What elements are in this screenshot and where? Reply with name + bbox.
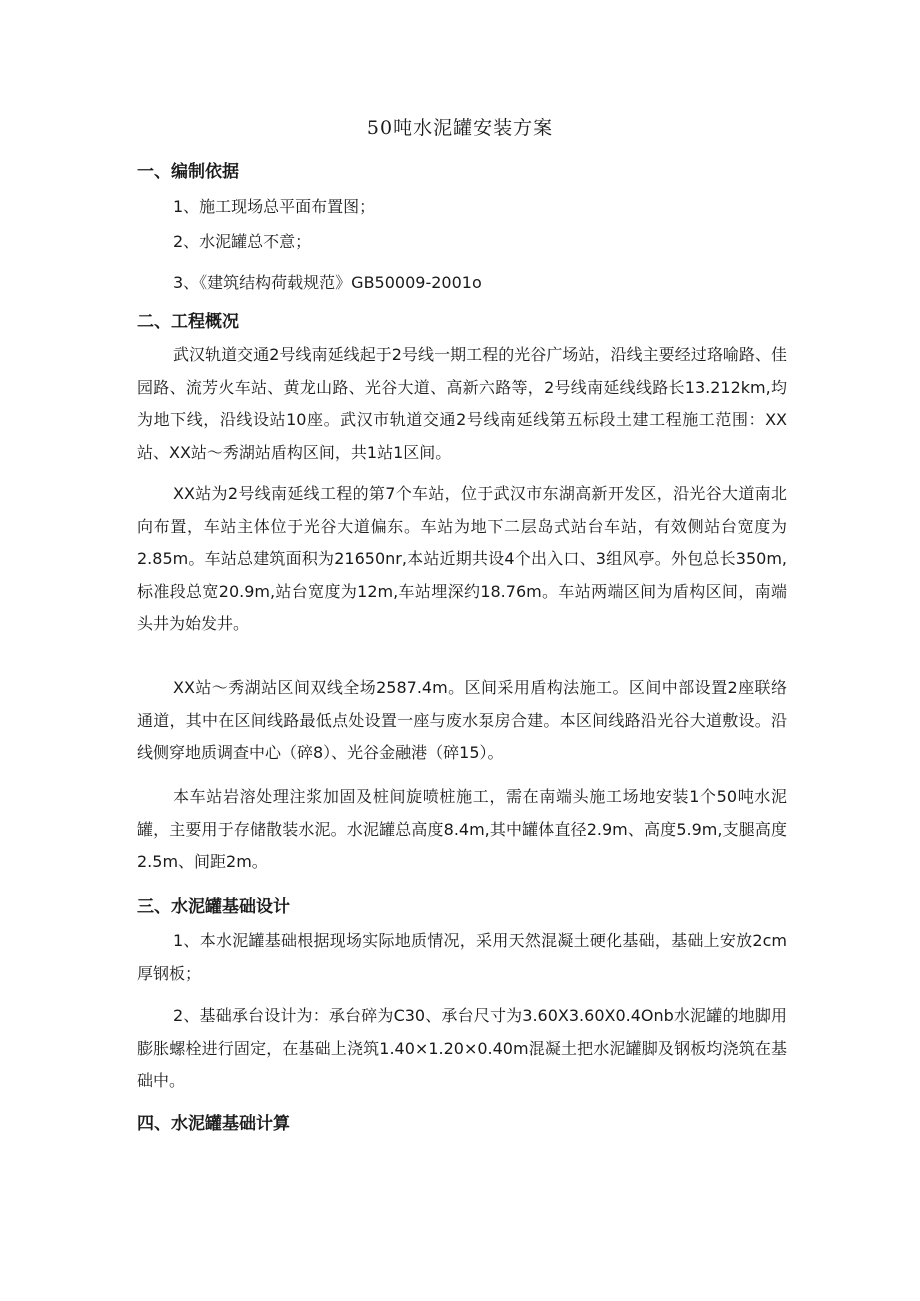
section-heading-basis: 一、编制依据: [137, 162, 239, 182]
design-paragraph: 2、基础承台设计为：承台碎为C30、承台尺寸为3.60X3.60X0.4Onb水泥罐的地脚用膨胀螺栓进行固定，在基础上浇筑1.40×1.20×0.40m混凝土把水泥罐脚及钢板均浇筑在基础中。: [137, 1006, 787, 1090]
design-paragraph: 1、本水泥罐基础根据现场实际地质情况，采用天然混凝土硬化基础，基础上安放2cm厚钢板；: [137, 931, 787, 983]
overview-paragraph: 本车站岩溶处理注浆加固及桩间旋喷桩施工，需在南端头施工场地安装1个50吨水泥罐，主要用于存储散装水泥。水泥罐总高度8.4m,其中罐体直径2.9m、高度5.9m,支腿高度2.5m、间距2m。: [137, 787, 787, 871]
overview-paragraph: XX站为2号线南延线工程的第7个车站，位于武汉市东湖高新开发区，沿光谷大道南北向布置，车站主体位于光谷大道偏东。车站为地下二层岛式站台车站，有效侧站台宽度为2.85m。车站总建筑面积为21650nr,本站近期共设4个出入口、3组风亭。外包总长350m,标准段总宽20.9m,站台宽度为12m,车站埋深约18.76m。车站两端区间为盾构区间，南端头井为始发井。: [137, 484, 787, 633]
section-heading-overview: 二、工程概况: [137, 312, 239, 332]
overview-paragraph: 武汉轨道交通2号线南延线起于2号线一期工程的光谷广场站，沿线主要经过珞喻路、佳园路、流芳火车站、黄龙山路、光谷大道、高新六路等，2号线南延线线路长13.212km,均为地下线，沿线设站10座。武汉市轨道交通2号线南延线第五标段土建工程施工范围：XX站、XX站～秀湖站盾构区间，共1站1区间。: [137, 345, 787, 462]
basis-item: 3、《建筑结构荷载规范》GB50009-2001o: [173, 273, 482, 292]
overview-paragraph: XX站～秀湖站区间双线全场2587.4m。区间采用盾构法施工。区间中部设置2座联络通道，其中在区间线路最低点处设置一座与废水泵房合建。本区间线路沿光谷大道敷设。沿线侧穿地质调查中心（碎8）、光谷金融港（碎15）。: [137, 678, 787, 762]
section-heading-foundation-design: 三、水泥罐基础设计: [137, 897, 290, 917]
basis-item: 1、施工现场总平面布置图；: [173, 197, 376, 216]
basis-item: 2、水泥罐总不意；: [173, 232, 312, 251]
section-heading-foundation-calc: 四、水泥罐基础计算: [137, 1114, 290, 1134]
document-title: 50吨水泥罐安装方案: [366, 117, 554, 139]
